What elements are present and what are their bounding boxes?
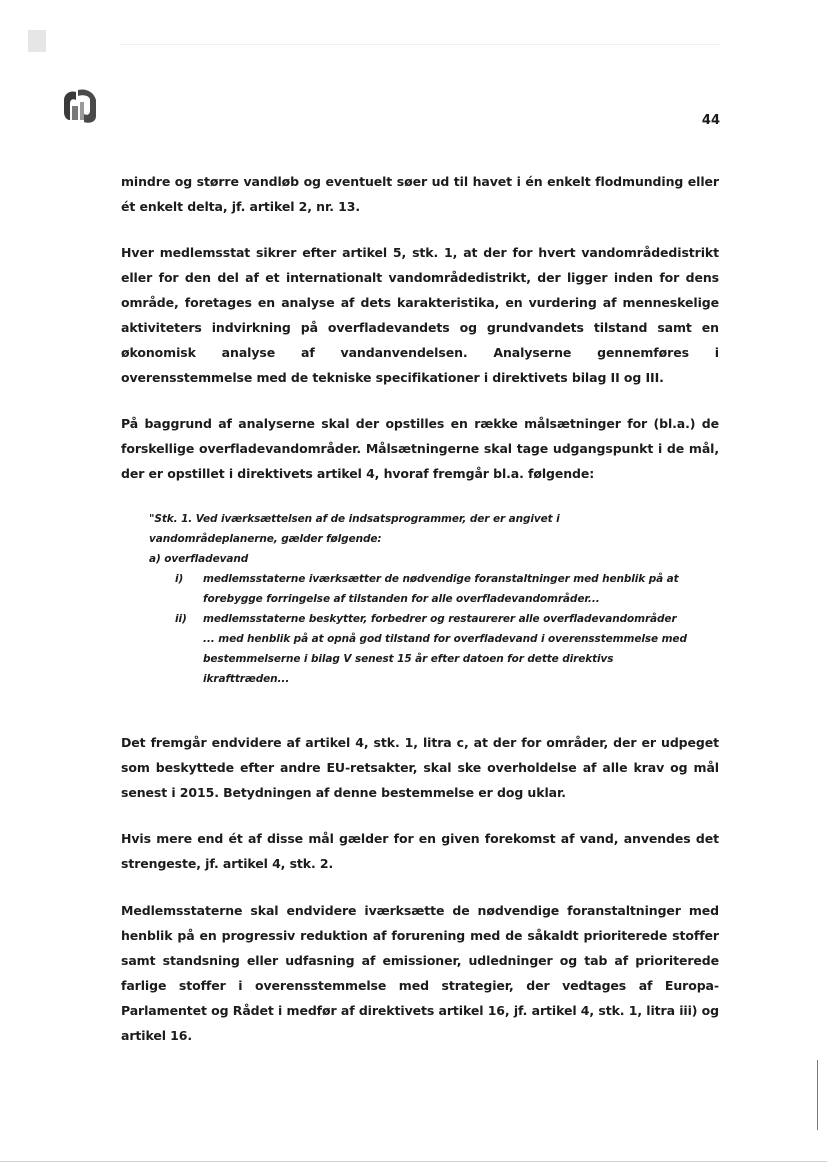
quote-intro: "Stk. 1. Ved iværksættelsen af de indsatsprogrammer, der er angivet i vandområdeplanerne, gælder følgende: xyxy=(149,513,560,545)
paragraph-protected-areas: Det fremgår endvidere af artikel 4, stk. 1, litra c, at der for områder, der er udpeget som beskyttede efter andre EU-retsakter, skal ske overholdelse af alle krav og mål senest i 2015. Betydningen af denne bestemmelse er dog uklar. xyxy=(121,735,719,800)
quote-item-number: i) xyxy=(175,573,184,585)
paragraph-member-state-analysis: Hver medlemsstat sikrer efter artikel 5, stk. 1, at der for hvert vandområdedistrikt eller for den del af et internationalt vandområdedistrikt, der ligger inden for dens område, foretages en analyse af dets karakteristika, en vurdering af menneskelige aktiviteters indvirkning på overfladevandets og grundvandets tilstand samt en økonomisk analyse af vandanvendelsen. Analyserne gennemføres i overensstemmelse med de tekniske specifikationer i direktivets bilag II og III. xyxy=(121,245,719,385)
paragraph-objectives: På baggrund af analyserne skal der opstilles en række målsætninger for (bl.a.) de forskellige overfladevandområder. Målsætningerne skal tage udgangspunkt i de mål, der er opstillet i direktivets artikel 4, hvoraf fremgår bl.a. følgende: xyxy=(121,416,719,481)
quote-subheading: a) overfladevand xyxy=(149,553,249,565)
quote-item-text: medlemsstaterne beskytter, forbedrer og restaurerer alle overfladevandområder ... med henblik på at opnå god tilstand for overfladevand i overensstemmelse med bestemmelserne i bilag V senest 15 år efter datoen for dette direktivs ikrafttræden... xyxy=(203,613,687,685)
paragraph-strictest-objective: Hvis mere end ét af disse mål gælder for en given forekomst af vand, anvendes det strengeste, jf. artikel 4, stk. 2. xyxy=(121,831,719,871)
page-number: 44 xyxy=(701,113,720,128)
scan-edge-line xyxy=(817,1060,818,1130)
ribbon-logo-icon xyxy=(60,86,102,126)
quote-item-number: ii) xyxy=(175,613,187,625)
quoted-article-text xyxy=(149,509,689,689)
quote-list-item xyxy=(175,609,689,689)
quote-list-item xyxy=(175,569,689,609)
quote-item-text: medlemsstaterne iværksætter de nødvendige foranstaltninger med henblik på at forebygge forringelse af tilstanden for alle overfladevandområder... xyxy=(203,573,679,605)
scan-bottom-line xyxy=(0,1161,827,1162)
scan-artifact xyxy=(28,30,46,52)
scan-artifact xyxy=(120,44,720,45)
paragraph-priority-substances: Medlemsstaterne skal endvidere iværksætte de nødvendige foranstaltninger med henblik på en progressiv reduktion af forurening med de såkaldt prioriterede stoffer samt standsning eller udfasning af emissioner, udledninger og tab af prioriterede farlige stoffer i overensstemmelse med strategier, der vedtages af Europa-Parlamentet og Rådet i medfør af direktivets artikel 16, jf. artikel 4, stk. 1, litra iii) og artikel 16. xyxy=(121,903,719,1043)
paragraph-river-basin-definition: mindre og større vandløb og eventuelt søer ud til havet i én enkelt flodmunding eller ét enkelt delta, jf. artikel 2, nr. 13. xyxy=(121,174,719,214)
